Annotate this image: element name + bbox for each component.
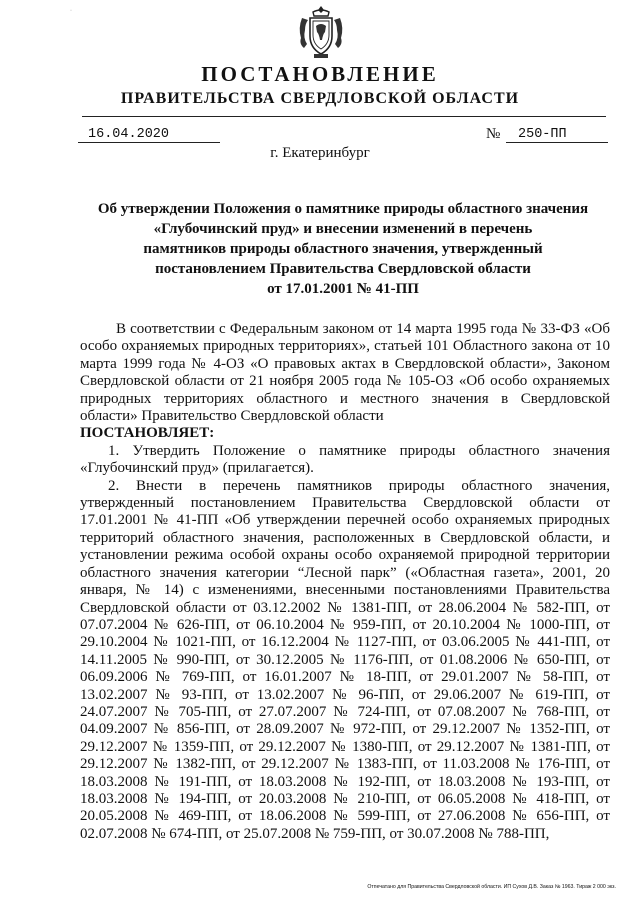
- document-number: 250-ПП: [506, 127, 608, 143]
- document-subtitle: ПРАВИТЕЛЬСТВА СВЕРДЛОВСКОЙ ОБЛАСТИ: [120, 90, 520, 107]
- document-body: [80, 321, 610, 843]
- heading-line: памятников природы областного значения, утвержденный: [143, 241, 543, 257]
- item-1-paragraph: 1. Утвердить Положение о памятнике природы областного значения «Глубочинский пруд» (прилагается).: [80, 442, 610, 477]
- preamble-paragraph: В соответствии с Федеральным законом от 14 марта 1995 года № 33-ФЗ «Об особо охраняемых природных территориях», статьей 101 Областного закона от 10 марта 1999 года № 4-ОЗ «О правовых актах в Свердловской области», Законом Свердловской области от 21 ноября 2005 года № 105-ОЗ «Об особо охраняемых природных территориях областного и местного значения в Свердловской области» Правительство Свердловской области: [80, 321, 610, 425]
- resolves-word: ПОСТАНОВЛЯЕТ:: [80, 425, 215, 442]
- item-2-paragraph: 2. Внести в перечень памятников природы областного значения, утвержденный постановлением Правительства Свердловской области от 17.01.2001 № 41-ПП «Об утверждении перечней особо охраняемых природных территорий областного значения, расположенных в Свердловской области, и установлении режима особой охраны особо охраняемой природной территории областного значения категории “Лесной парк” («Областная газета», 2001, 20 января, № 14) с изменениями, внесенными постановлениями Правительства Свердловской области от 03.12.2002 № 1381-ПП, от 28.06.2004 № 582-ПП, от 07.07.2004 № 626-ПП, от 06.10.2004 № 959-ПП, от 20.10.2004 № 1000-ПП, от 29.10.2004 № 1021-ПП, от 16.12.2004 № 1127-ПП, от 03.06.2005 № 441-ПП, от 14.11.2005 № 990-ПП, от 30.12.2005 № 1176-ПП, от 01.08.2006 № 650-ПП, от 06.09.2006 № 769-ПП, от 16.01.2007 № 18-ПП, от 29.01.2007 № 58-ПП, от 13.02.2007 № 93-ПП, от 13.02.2007 № 96-ПП, от 29.06.2007 № 619-ПП, от 24.07.2007 № 705-ПП, от 27.07.2007 № 724-ПП, от 07.08.2007 № 768-ПП, от 04.09.2007 № 856-ПП, от 28.09.2007 № 972-ПП, от 29.12.2007 № 1352-ПП, от 29.12.2007 № 1359-ПП, от 29.12.2007 № 1380-ПП, от 29.12.2007 № 1381-ПП, от 29.12.2007 № 1382-ПП, от 29.12.2007 № 1383-ПП, от 11.03.2008 № 176-ПП, от 18.03.2008 № 191-ПП, от 18.03.2008 № 192-ПП, от 18.03.2008 № 193-ПП, от 18.03.2008 № 194-ПП, от 20.03.2008 № 210-ПП, от 06.05.2008 № 418-ПП, от 20.05.2008 № 469-ПП, от 18.06.2008 № 599-ПП, от 27.06.2008 № 656-ПП, от 02.07.2008 № 674-ПП, от 25.07.2008 № 759-ПП, от 30.07.2008 № 788-ПП,: [80, 477, 610, 842]
- coat-of-arms-icon: [296, 4, 346, 62]
- document-heading: [80, 199, 606, 299]
- scan-mark: ·: [70, 8, 72, 14]
- heading-line: от 17.01.2001 № 41-ПП: [267, 281, 419, 297]
- heading-line: Об утверждении Положения о памятнике природы областного значения: [97, 201, 589, 217]
- heading-line: «Глубочинский пруд» и внесении изменений в перечень: [153, 221, 533, 237]
- heading-line: постановлением Правительства Свердловской области: [155, 261, 531, 277]
- city: г. Екатеринбург: [270, 145, 370, 161]
- header-divider: [82, 116, 606, 117]
- document-title: ПОСТАНОВЛЕНИЕ: [201, 62, 439, 86]
- document-date: 16.04.2020: [78, 127, 220, 143]
- number-label: №: [486, 126, 501, 142]
- print-footer: Отпечатано для Правительства Свердловской области. ИП Сухов Д.В. Заказ № 1963. Тираж 2 000 экз.: [367, 884, 616, 890]
